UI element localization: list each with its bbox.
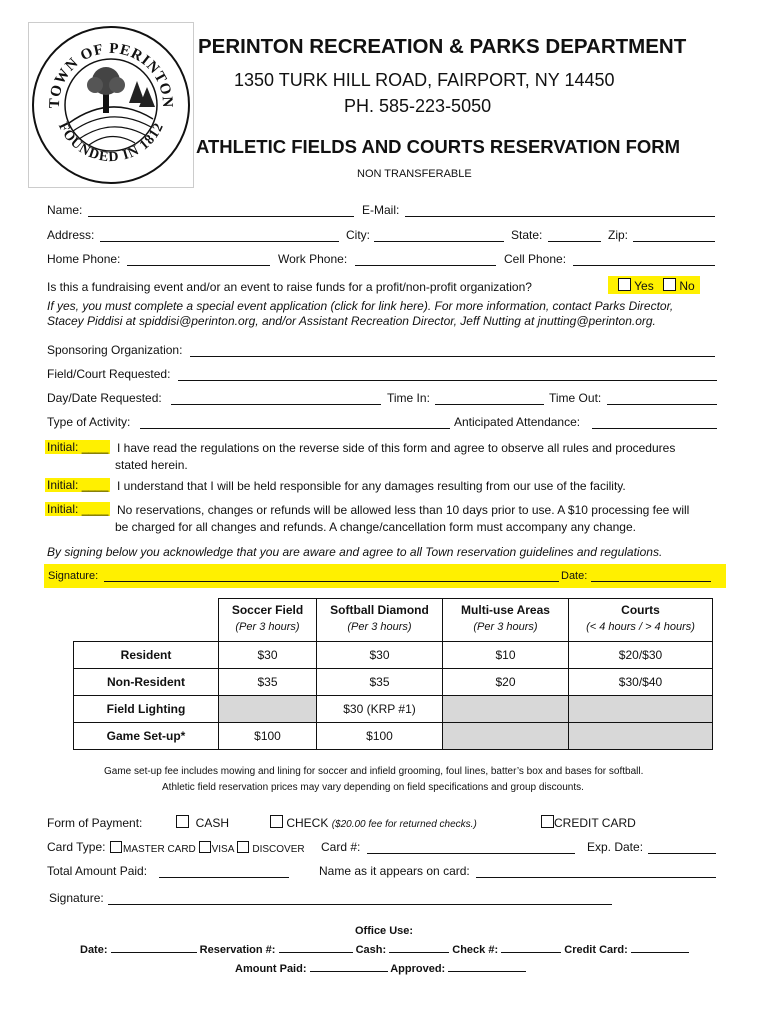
- signature-field[interactable]: [104, 581, 559, 582]
- office-cash-field[interactable]: [389, 952, 449, 953]
- non-transferable-note: NON TRANSFERABLE: [357, 168, 472, 180]
- table-cell: $30: [219, 642, 317, 669]
- time-in-field[interactable]: [435, 404, 544, 405]
- total-paid-label: Total Amount Paid:: [47, 864, 148, 878]
- footnote-line1: Game set-up fee includes mowing and lining for soccer and infield grooming, foul lines, batter’s box and bases for softball.: [104, 766, 644, 777]
- column-subheader: (Per 3 hours): [219, 621, 317, 642]
- column-header: Soccer Field: [219, 599, 317, 622]
- initial-2-label[interactable]: Initial: ____: [47, 478, 109, 492]
- date-field[interactable]: [591, 581, 711, 582]
- time-out-field[interactable]: [607, 404, 717, 405]
- work-phone-label: Work Phone:: [278, 252, 348, 266]
- mastercard-checkbox[interactable]: [110, 841, 122, 853]
- activity-label: Type of Activity:: [47, 415, 131, 429]
- seal-graphic: [29, 23, 193, 187]
- card-type-options: [110, 841, 305, 855]
- time-out-label: Time Out:: [549, 391, 602, 405]
- address-field[interactable]: [100, 241, 339, 242]
- attendance-field[interactable]: [592, 428, 717, 429]
- yes-checkbox[interactable]: [618, 278, 631, 291]
- form-title: ATHLETIC FIELDS AND COURTS RESERVATION FORM: [196, 136, 681, 157]
- table-cell: $35: [317, 669, 443, 696]
- office-date-label: Date:: [80, 944, 108, 956]
- town-seal-logo: [28, 22, 194, 188]
- seal-text-bottom: FOUNDED IN 1812: [54, 120, 168, 166]
- acknowledge-text: By signing below you acknowledge that you are aware and agree to all Town reservation guidelines and regulations.: [47, 545, 663, 559]
- zip-label: Zip:: [608, 228, 629, 242]
- column-subheader: (Per 3 hours): [443, 621, 569, 642]
- zip-field[interactable]: [633, 241, 715, 242]
- office-check-label: Check #:: [452, 944, 499, 956]
- office-use-row2: [235, 963, 526, 975]
- name-label: Name:: [47, 203, 83, 217]
- home-phone-field[interactable]: [127, 265, 270, 266]
- initial-2-text: I understand that I will be held responsible for any damages resulting from our use of the facility.: [117, 479, 626, 493]
- field-court-label: Field/Court Requested:: [47, 367, 171, 381]
- day-date-label: Day/Date Requested:: [47, 391, 162, 405]
- table-cell-na: [569, 696, 713, 723]
- column-header: Courts: [569, 599, 713, 622]
- activity-field[interactable]: [140, 428, 450, 429]
- total-paid-field[interactable]: [159, 877, 289, 878]
- initial-3-text: No reservations, changes or refunds will be allowed less than 10 days prior to use. A $10 processing fee will: [117, 503, 690, 517]
- no-checkbox[interactable]: [663, 278, 676, 291]
- city-label: City:: [346, 228, 370, 242]
- yes-label: Yes: [634, 279, 654, 293]
- table-cell-na: [569, 723, 713, 750]
- credit-option[interactable]: [541, 815, 636, 830]
- day-date-field[interactable]: [171, 404, 381, 405]
- city-field[interactable]: [374, 241, 504, 242]
- visa-label: VISA: [211, 844, 234, 855]
- table-cell: $30/$40: [569, 669, 713, 696]
- department-address: 1350 TURK HILL ROAD, FAIRPORT, NY 14450: [234, 70, 615, 90]
- office-credit-label: Credit Card:: [564, 944, 628, 956]
- table-cell: $100: [219, 723, 317, 750]
- cash-checkbox[interactable]: [176, 815, 189, 828]
- email-field[interactable]: [405, 216, 715, 217]
- no-label: No: [679, 279, 695, 293]
- sponsoring-field[interactable]: [190, 356, 715, 357]
- payment-signature-field[interactable]: [108, 904, 612, 905]
- page-title: PERINTON RECREATION & PARKS DEPARTMENT: [198, 35, 687, 58]
- initial-3-text-cont: be charged for all changes and refunds. A change/cancellation form must accompany any change.: [115, 520, 636, 534]
- table-subheader-row: [74, 621, 713, 642]
- footnote-line2: Athletic field reservation prices may vary depending on field specifications and group discounts.: [162, 782, 584, 793]
- attendance-label: Anticipated Attendance:: [454, 415, 581, 429]
- cell-phone-label: Cell Phone:: [504, 252, 567, 266]
- row-label: Field Lighting: [74, 696, 219, 723]
- table-cell: $100: [317, 723, 443, 750]
- row-label: Game Set-up*: [74, 723, 219, 750]
- office-use-row1: [80, 944, 689, 956]
- table-corner: [74, 621, 219, 642]
- office-cash-label: Cash:: [355, 944, 387, 956]
- credit-checkbox[interactable]: [541, 815, 554, 828]
- state-field[interactable]: [548, 241, 601, 242]
- office-reservation-field[interactable]: [279, 952, 353, 953]
- work-phone-field[interactable]: [355, 265, 496, 266]
- table-row: [74, 642, 713, 669]
- table-cell-na: [219, 696, 317, 723]
- check-label: CHECK: [286, 816, 329, 830]
- initial-1-text-cont: stated herein.: [115, 458, 188, 472]
- initial-3-label[interactable]: Initial: ____: [47, 502, 109, 516]
- name-field[interactable]: [88, 216, 354, 217]
- table-corner: [74, 599, 219, 622]
- table-cell: $20/$30: [569, 642, 713, 669]
- office-date-field[interactable]: [111, 952, 197, 953]
- fundraising-note-line1[interactable]: If yes, you must complete a special event application (click for link here). For more information, contact Parks Director,: [47, 299, 674, 313]
- state-label: State:: [511, 228, 543, 242]
- table-cell: $30: [317, 642, 443, 669]
- office-approved-field[interactable]: [448, 971, 526, 972]
- signature-bar: [44, 564, 726, 588]
- office-approved-label: Approved:: [390, 963, 446, 975]
- home-phone-label: Home Phone:: [47, 252, 121, 266]
- sponsoring-label: Sponsoring Organization:: [47, 343, 183, 357]
- table-row: [74, 696, 713, 723]
- table-cell: $20: [443, 669, 569, 696]
- discover-checkbox[interactable]: [237, 841, 249, 853]
- column-subheader: (Per 3 hours): [317, 621, 443, 642]
- table-row: [74, 723, 713, 750]
- fundraising-note-line2[interactable]: Stacey Piddisi at spiddisi@perinton.org, and/or Assistant Recreation Director, Jeff Nutting at jnutting@perinton.org.: [47, 314, 656, 328]
- check-note: ($20.00 fee for returned checks.): [331, 819, 477, 830]
- mastercard-option[interactable]: [110, 844, 196, 855]
- column-header: Softball Diamond: [317, 599, 443, 622]
- check-checkbox[interactable]: [270, 815, 283, 828]
- office-amount-label: Amount Paid:: [235, 963, 307, 975]
- table-header-row: [74, 599, 713, 622]
- card-type-label: Card Type:: [47, 840, 106, 854]
- check-option[interactable]: [270, 815, 477, 830]
- table-cell: $35: [219, 669, 317, 696]
- discover-option[interactable]: [237, 844, 305, 855]
- initial-1-text: I have read the regulations on the reverse side of this form and agree to observe all rules and procedures: [117, 441, 676, 455]
- office-reservation-label: Reservation #:: [199, 944, 276, 956]
- visa-checkbox[interactable]: [199, 841, 211, 853]
- table-row: [74, 669, 713, 696]
- form-of-payment-label: Form of Payment:: [47, 816, 143, 830]
- exp-date-label: Exp. Date:: [587, 840, 644, 854]
- table-cell: $30 (KRP #1): [317, 696, 443, 723]
- no-option[interactable]: [663, 278, 695, 293]
- card-number-field[interactable]: [367, 853, 575, 854]
- fundraising-question: Is this a fundraising event and/or an event to raise funds for a profit/non-profit organization?: [47, 280, 532, 294]
- cell-phone-field[interactable]: [573, 265, 715, 266]
- email-label: E-Mail:: [362, 203, 400, 217]
- department-phone: PH. 585-223-5050: [344, 96, 492, 116]
- field-court-field[interactable]: [178, 380, 717, 381]
- table-cell: $10: [443, 642, 569, 669]
- initial-1-label[interactable]: Initial: ____: [47, 440, 109, 454]
- table-cell-na: [443, 723, 569, 750]
- office-use-title: Office Use:: [355, 925, 414, 937]
- seal-text-top: TOWN OF PERINTON: [46, 40, 176, 109]
- mastercard-label: MASTER CARD: [123, 844, 196, 855]
- discover-label: DISCOVER: [252, 844, 305, 855]
- name-on-card-label: Name as it appears on card:: [319, 864, 470, 878]
- exp-date-field[interactable]: [648, 853, 716, 854]
- address-label: Address:: [47, 228, 95, 242]
- row-label: Resident: [74, 642, 219, 669]
- office-amount-field[interactable]: [310, 971, 388, 972]
- payment-signature-label: Signature:: [49, 891, 104, 905]
- signature-label: Signature:: [48, 570, 99, 582]
- visa-option[interactable]: [199, 844, 234, 855]
- row-label: Non-Resident: [74, 669, 219, 696]
- rates-table: [73, 598, 713, 750]
- name-on-card-field[interactable]: [476, 877, 716, 878]
- office-credit-field[interactable]: [631, 952, 689, 953]
- cash-option[interactable]: [176, 815, 229, 830]
- office-check-field[interactable]: [501, 952, 561, 953]
- column-subheader: (< 4 hours / > 4 hours): [569, 621, 713, 642]
- credit-label: CREDIT CARD: [554, 816, 636, 830]
- time-in-label: Time In:: [387, 391, 430, 405]
- date-label: Date:: [561, 570, 588, 582]
- yes-option[interactable]: [618, 278, 654, 293]
- card-number-label: Card #:: [321, 840, 361, 854]
- cash-label: CASH: [195, 816, 230, 830]
- table-cell-na: [443, 696, 569, 723]
- column-header: Multi-use Areas: [443, 599, 569, 622]
- yes-no-options: [608, 276, 700, 294]
